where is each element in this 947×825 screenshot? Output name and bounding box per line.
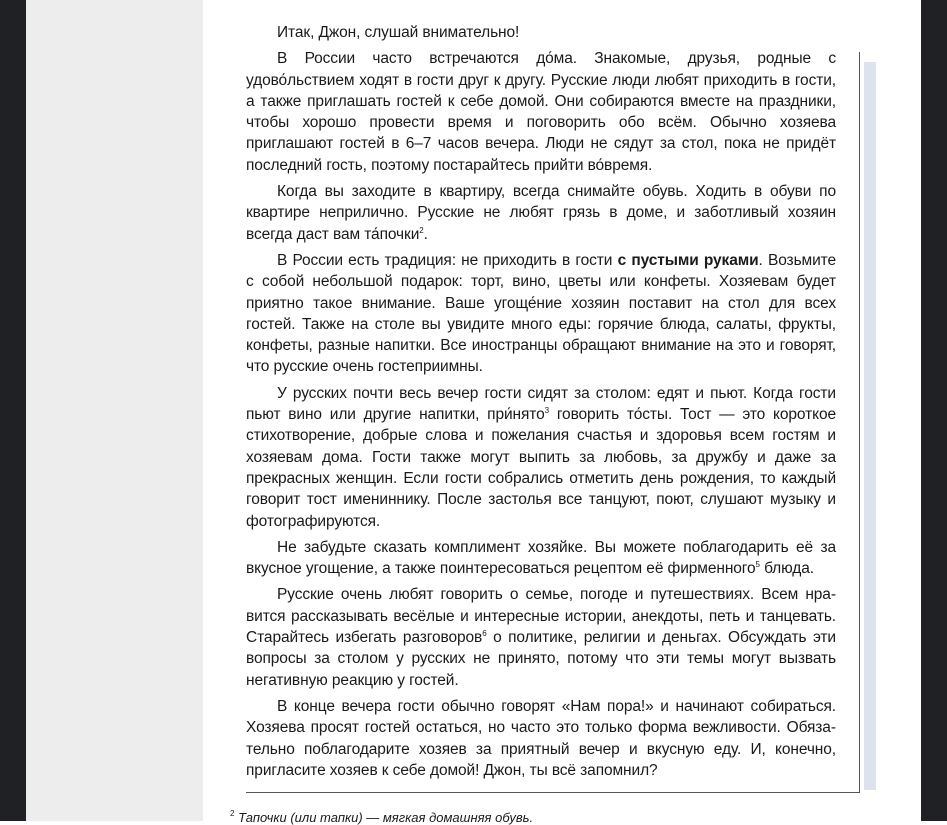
paragraph-4 [246, 383, 836, 532]
footnote-ref-5: 5 [755, 560, 760, 570]
paragraph-2 [246, 181, 836, 245]
viewer-margin [26, 0, 203, 821]
paragraph-3-end: . Возьмите с собой небольшой подарок: торт, вино, цветы или конфеты. Хозяевам будет приятно такое внимание. Ваше угоще́ние хозяин поставит на стол для всех гостей. Также на столе вы увидите много еды: горячие блюда, салаты, фрукты, конфеты, разные напитки. Все иностранцы обращают внимание на это и говорят, что русские очень гостеприимны. [246, 251, 836, 376]
footnote-ref-2: 2 [419, 225, 424, 235]
paragraph-3-start: В России есть традиция: не приходить в гости [277, 251, 618, 269]
footnote-ref-3: 3 [544, 406, 550, 416]
paragraph-3 [246, 250, 836, 378]
paragraph-6-end: о политике, религии и деньгах. Обсуждать эти вопросы за столом у русских не принято, потому что эти темы могут вызвать негативную реакцию у гостей. [246, 629, 836, 689]
footnote [230, 810, 533, 825]
footnote-ref-6: 6 [482, 629, 487, 639]
paragraph-2-text: Когда вы заходите в квартиру, всегда снимайте обувь. Ходить в обуви по квартире неприлично. Русские не любят грязь в доме, и заботливый хозяин всегда даст вам та́почки [246, 183, 836, 243]
bold-phrase: с пустыми руками [617, 251, 759, 269]
paragraph-6-start: Русские очень любят говорить о семье, погоде и путешествиях. Всем нравится рассказывать весёлые и интересные истории, анекдоты, петь и танцевать. Старайтесь избегать разговоров [246, 586, 836, 647]
viewer-left-edge [0, 0, 26, 821]
paragraph-1: В России часто встречаются до́ма. Знакомые, друзья, родные с удово́льствием ходят в гости друг к другу. Русские люди любят приходить в гости, а также приглашать гостей к себе домой. Они собираются вместе на праздники, чтобы хорошо провести время и поговорить обо всём. Обычно хозяева приглашают гостей в 6–7 часов вечера. Люди не сядут за стол, пока не придёт последний гость, поэтому постарайтесь прийти во́время. [246, 50, 836, 174]
paragraph-6 [246, 584, 836, 690]
intro-line: Итак, Джон, слушай внимательно! [277, 24, 520, 41]
paragraph-5-end: блюда. [759, 560, 814, 578]
paragraph-4-end: говорить то́сты. Тост — это короткое стихотворение, добрые слова и пожелания счастья и здоровья всем гостям и хозяевам дома. Гости также могут выпить за любовь, за дружбу и даже за прекрасных женщин. Если гости собрались отметить день рождения, то каждый говорит тост имениннику. После застолья все танцуют, поют, слушают музыку и фотографируются. [246, 406, 836, 530]
main-text [246, 22, 836, 786]
paragraph-5-start: Не забудьте сказать комплимент хозяйке. Вы можете поблагодарить её за вкусное угощение, а также поинтересоваться рецептом её фирменного [246, 538, 836, 578]
paragraph-2-end: . [423, 225, 428, 243]
footnote-text: Тапочки (или тапки) — мягкая домашняя обувь. [238, 810, 534, 825]
paragraph-7: В конце вечера гости обычно говорят «Нам пора!» и начинают собираться. Хозяева просят гостей остаться, но часто это только форма вежливости. Обязательно поблагодарите хозяев за приятный вечер и вкусную еду. И, конечно, пригласите хозяев к себе домой! Джон, ты всё запомнил? [246, 697, 836, 779]
viewer-right-edge [921, 0, 947, 821]
paragraph-5 [246, 537, 836, 580]
paragraph-4-start: У русских почти весь вечер гости сидят за столом: едят и пьют. Когда гости пьют вино или другие напитки, при́нято [246, 384, 836, 424]
footnote-number: 2 [230, 809, 235, 818]
text-frame-shadow [864, 62, 876, 790]
